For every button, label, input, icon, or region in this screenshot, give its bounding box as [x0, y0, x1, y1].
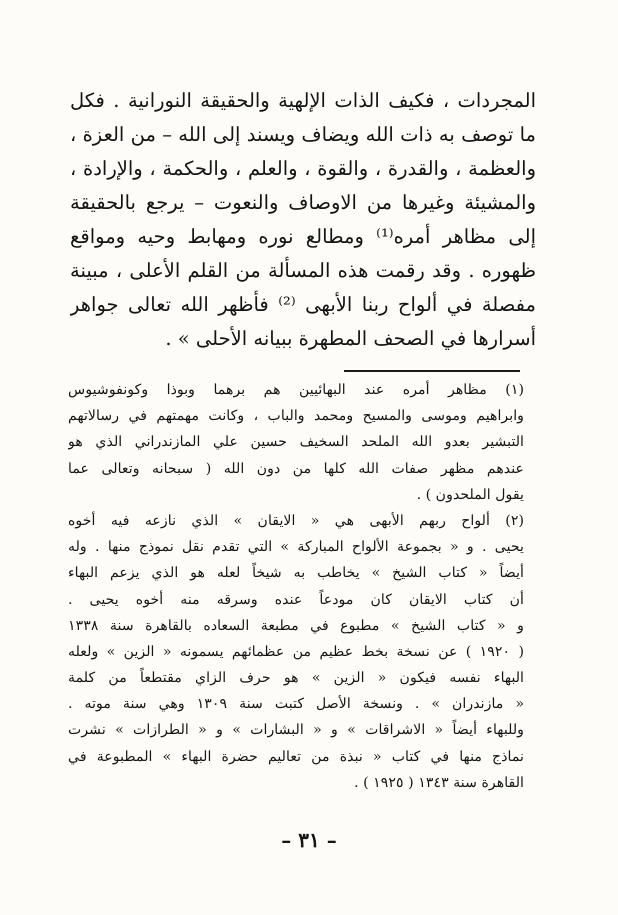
main-text-line: أسرارها في الصحف المطهرة ببيانه الأحلى » .	[165, 327, 536, 350]
footnote-line: التبشير بعدو الله الملحد السخيف حسين علي المازندراني الذي هو	[68, 434, 524, 451]
main-text-line: ظهوره . وقد رقمت هذه المسألة من القلم الأعلى ، مبينة	[70, 259, 536, 282]
footnotes	[68, 377, 524, 796]
footnote-line: وللبهاء أيضاً « الاشراقات » و « البشارات » و « الطرازات » نشرت	[68, 722, 524, 739]
footnote-line: أيضاً « كتاب الشيخ » يخاطب به شيخاً لعله هو الذي يزعم البهاء	[68, 565, 524, 582]
main-text-line: والعظمة ، والقدرة ، والقوة ، والعلم ، والحكمة ، والإرادة ،	[70, 157, 536, 180]
main-text-line: والمشيئة وغيرها من الاوصاف والنعوت – يرجع بالحقيقة	[70, 191, 536, 214]
footnote-line: نماذج منها في كتاب « نبذة من تعاليم حضرة البهاء » المطبوعة في	[68, 748, 524, 765]
main-text	[70, 84, 536, 356]
main-text-line: مفصلة في ألواح ربنا الأبهى ⁽²⁾ فأظهر الله تعالى جواهر	[70, 293, 536, 316]
footnote-separator	[344, 370, 520, 372]
footnote-line: القاهرة سنة ١٣٤٣ ( ١٩٢٥ ) .	[354, 774, 524, 791]
footnote-line: يقول الملحدون ) .	[416, 486, 524, 503]
footnote-line: عندهم مظهر صفات الله كلها من دون الله ( سبحانه وتعالى عما	[68, 460, 524, 477]
main-text-line: المجردات ، فكيف الذات الإلهية والحقيقة النورانية . فكل	[70, 89, 536, 112]
footnote-line: أن كتاب الايقان كان مودعاً عنده وسرقه منه أخوه يحيى .	[68, 591, 524, 608]
main-text-line: ما توصف به ذات الله ويضاف ويسند إلى الله – من العزة ،	[70, 123, 536, 146]
page-number: – ٣١ –	[281, 828, 337, 852]
footnote-line: (٢) ألواح ربهم الأبهى هي « الايقان » الذي نازعه فيه أخوه	[68, 512, 524, 529]
footnote-line: (١) مظاهر أمره عند البهائيين هم برهما وبوذا وكونفوشيوس	[68, 382, 524, 398]
main-text-line: إلى مظاهر أمره⁽¹⁾ ومطالع نوره ومهابط وحيه ومواقع	[70, 225, 536, 248]
footnote-line: ( ١٩٢٠ ) عن نسخة بخط عظيم من عظمائهم يسمونه « الزين » ولعله	[68, 643, 524, 660]
footnote-line: و « كتاب الشيخ » مطبوع في مطبعة السعاده بالقاهرة سنة ١٣٣٨	[68, 617, 524, 634]
footnote-line: يحيى . و « بجموعة الألواح المباركة » التي تقدم نقل نموذج منها . وله	[68, 539, 524, 556]
footnote-line: البهاء نفسه فيكون « الزين » هو حرف الزاي مقتطعاً من كلمة	[68, 670, 524, 687]
footnote-line: « مازندران » . ونسخة الأصل كتبت سنة ١٣٠٩ وهي سنة موته .	[68, 696, 524, 713]
footnote-line: وابراهيم وموسى والمسيح ومحمد والباب ، وكانت مهمتهم في رسالاتهم	[68, 408, 524, 425]
